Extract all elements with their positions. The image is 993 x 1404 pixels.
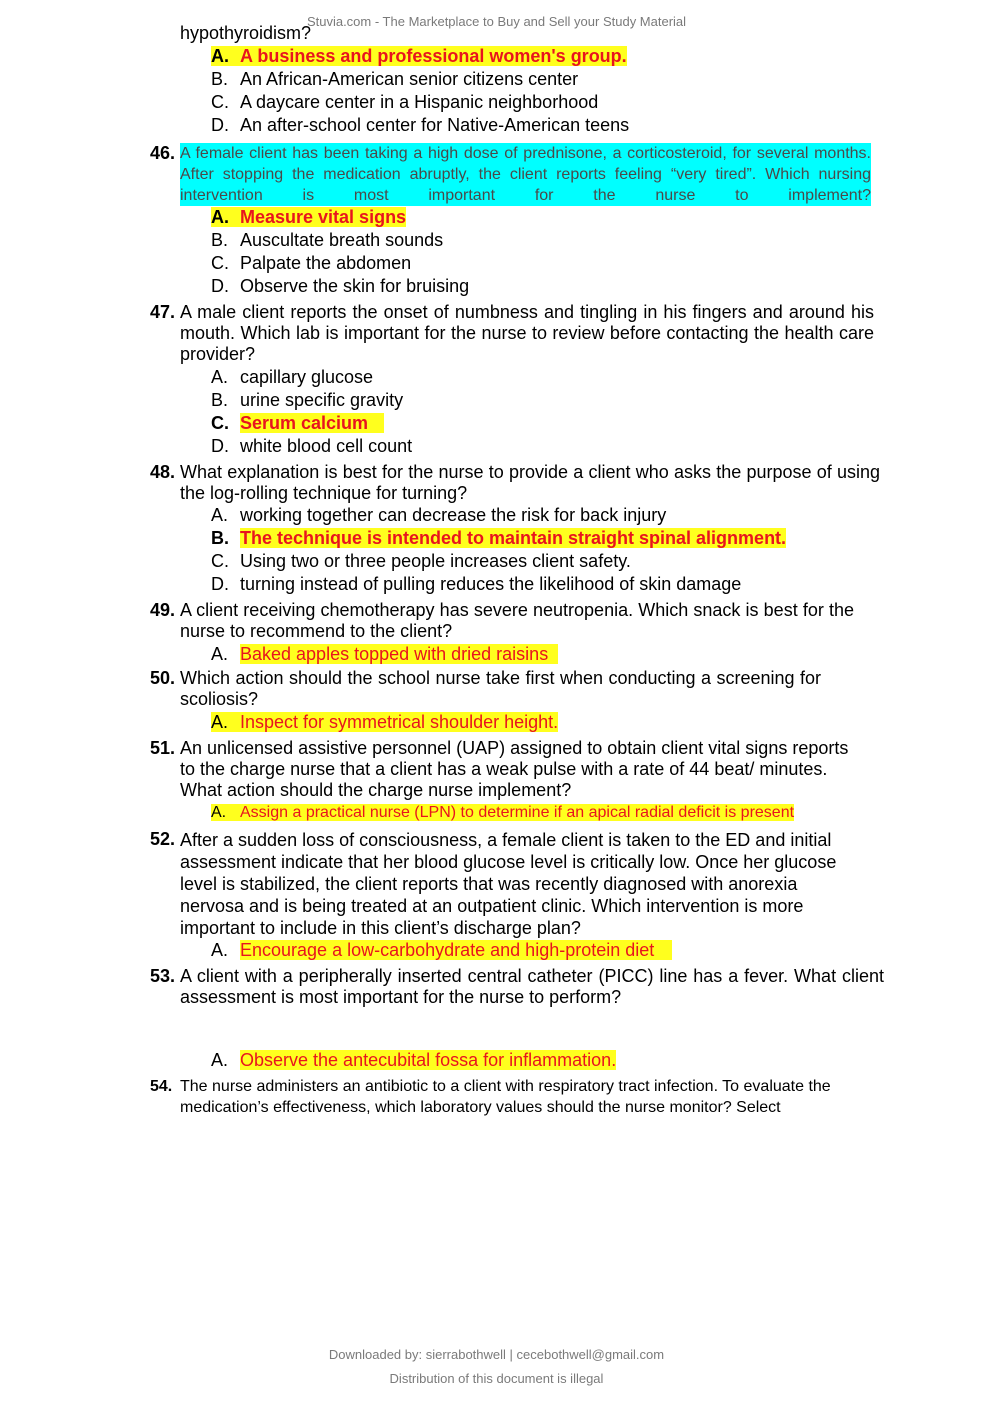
question-number: 52. bbox=[150, 829, 176, 849]
question-number: 51. bbox=[150, 738, 176, 758]
option-text: Using two or three people increases client safety. bbox=[240, 551, 631, 571]
question-53-text: A client with a peripherally inserted central catheter (PICC) line has a fever. What client assessment is most important for the nurse to perform? bbox=[180, 966, 884, 1007]
option-text: Palpate the abdomen bbox=[240, 253, 412, 273]
question-number: 54. bbox=[150, 1078, 173, 1095]
option-letter: D. bbox=[211, 436, 229, 456]
q47-option-a bbox=[211, 366, 373, 388]
q52-option-a bbox=[211, 939, 672, 961]
correct-answer: Observe the antecubital fossa for inflammation. bbox=[240, 1050, 617, 1070]
question-number: 53. bbox=[150, 966, 176, 986]
option-letter: B. bbox=[211, 528, 229, 548]
question-number: 50. bbox=[150, 668, 176, 688]
question-number: 48. bbox=[150, 462, 176, 482]
option-text: An African-American senior citizens center bbox=[240, 69, 579, 89]
option-text: working together can decrease the risk for back injury bbox=[240, 505, 667, 525]
footer-downloaded-by: Downloaded by: sierrabothwell | cecebothwell@gmail.com bbox=[328, 1347, 665, 1362]
correct-answer: The technique is intended to maintain straight spinal alignment. bbox=[240, 528, 787, 548]
q48-option-d bbox=[211, 573, 741, 595]
option-text: A daycare center in a Hispanic neighborhood bbox=[240, 92, 599, 112]
option-letter: A. bbox=[211, 712, 229, 732]
correct-answer: Measure vital signs bbox=[240, 207, 407, 227]
option-letter: D. bbox=[211, 115, 229, 135]
correct-answer: A business and professional women's group. bbox=[240, 46, 627, 66]
question-51-text: An unlicensed assistive personnel (UAP) assigned to obtain client vital signs reports to the charge nurse that a client has a weak pulse with a rate of 44 beat/ minutes. What action should the charge nurse implement? bbox=[180, 738, 849, 800]
q48-option-c bbox=[211, 550, 631, 572]
footer-distribution-notice: Distribution of this document is illegal bbox=[389, 1371, 604, 1386]
q53-option-a bbox=[211, 1049, 616, 1071]
q47-option-d bbox=[211, 435, 412, 457]
option-letter: A. bbox=[211, 505, 229, 525]
option-text: Observe the skin for bruising bbox=[240, 276, 470, 296]
q49-option-a bbox=[211, 643, 558, 665]
q50-option-a bbox=[211, 711, 558, 733]
q46-option-a bbox=[211, 206, 406, 228]
option-letter: C. bbox=[211, 551, 229, 571]
option-letter: C. bbox=[211, 413, 229, 433]
option-letter: A. bbox=[211, 940, 229, 960]
q45-option-b bbox=[211, 68, 578, 90]
page-header: Stuvia.com - The Marketplace to Buy and Sell your Study Material bbox=[306, 14, 687, 29]
option-letter: D. bbox=[211, 574, 229, 594]
correct-answer: Inspect for symmetrical shoulder height. bbox=[240, 712, 559, 732]
correct-answer: Serum calcium bbox=[240, 413, 384, 433]
correct-answer: Assign a practical nurse (LPN) to determine if an apical radial deficit is present bbox=[240, 804, 795, 821]
option-text: urine specific gravity bbox=[240, 390, 404, 410]
question-46-text: A female client has been taking a high dose of prednisone, a corticosteroid, for several months. After stopping the medication abruptly, the client reports feeling “very tired”. Which nursing intervention is most important for the nurse to implement? bbox=[180, 145, 871, 204]
q45-option-d bbox=[211, 114, 629, 136]
question-54-text: The nurse administers an antibiotic to a client with respiratory tract infection. To evaluate the medication’s effectiveness, which laboratory values should the nurse monitor? Select bbox=[180, 1078, 831, 1116]
carry-over-question-text: hypothyroidism? bbox=[180, 23, 312, 43]
question-49-text: A client receiving chemotherapy has severe neutropenia. Which snack is best for the nurse to recommend to the client? bbox=[180, 600, 854, 641]
q48-option-b bbox=[211, 527, 786, 549]
question-50-text: Which action should the school nurse take first when conducting a screening for scoliosis? bbox=[180, 668, 821, 709]
option-letter: A. bbox=[211, 367, 229, 387]
q48-option-a bbox=[211, 504, 666, 526]
correct-answer: Baked apples topped with dried raisins bbox=[240, 644, 558, 664]
q51-option-a bbox=[211, 802, 794, 824]
q47-option-b bbox=[211, 389, 403, 411]
q45-option-c bbox=[211, 91, 598, 113]
question-number: 46. bbox=[150, 143, 176, 163]
option-letter: C. bbox=[211, 253, 229, 273]
option-letter: D. bbox=[211, 276, 229, 296]
q47-option-c bbox=[211, 412, 384, 434]
option-letter: B. bbox=[211, 230, 229, 250]
option-letter: B. bbox=[211, 390, 229, 410]
option-letter: A. bbox=[211, 207, 229, 227]
question-number: 47. bbox=[150, 302, 176, 322]
option-text: capillary glucose bbox=[240, 367, 374, 387]
q45-option-a bbox=[211, 45, 627, 67]
q46-option-c bbox=[211, 252, 411, 274]
option-letter: A. bbox=[211, 46, 229, 66]
option-letter: B. bbox=[211, 69, 229, 89]
question-number: 49. bbox=[150, 600, 176, 620]
option-text: An after-school center for Native-American teens bbox=[240, 115, 630, 135]
option-letter: A. bbox=[211, 1050, 229, 1070]
correct-answer: Encourage a low-carbohydrate and high-protein diet bbox=[240, 940, 672, 960]
option-letter: C. bbox=[211, 92, 229, 112]
option-text: turning instead of pulling reduces the likelihood of skin damage bbox=[240, 574, 742, 594]
option-text: Auscultate breath sounds bbox=[240, 230, 444, 250]
question-47-text: A male client reports the onset of numbness and tingling in his fingers and around his mouth. Which lab is important for the nurse to review before contacting the health care provider? bbox=[180, 302, 874, 364]
option-letter: A. bbox=[211, 804, 227, 821]
option-letter: A. bbox=[211, 644, 229, 664]
option-text: white blood cell count bbox=[240, 436, 413, 456]
question-52-text: After a sudden loss of consciousness, a female client is taken to the ED and initial assessment indicate that her blood glucose level is critically low. Once her glucose level is stabilized, the client reports that was recently diagnosed with anorexia nervosa and is being treated at an outpatient clinic. Which intervention is more important to include in this client’s discharge plan? bbox=[180, 830, 837, 938]
question-48-text: What explanation is best for the nurse to provide a client who asks the purpose of using the log-rolling technique for turning? bbox=[180, 462, 880, 503]
q46-option-b bbox=[211, 229, 443, 251]
q46-option-d bbox=[211, 275, 469, 297]
